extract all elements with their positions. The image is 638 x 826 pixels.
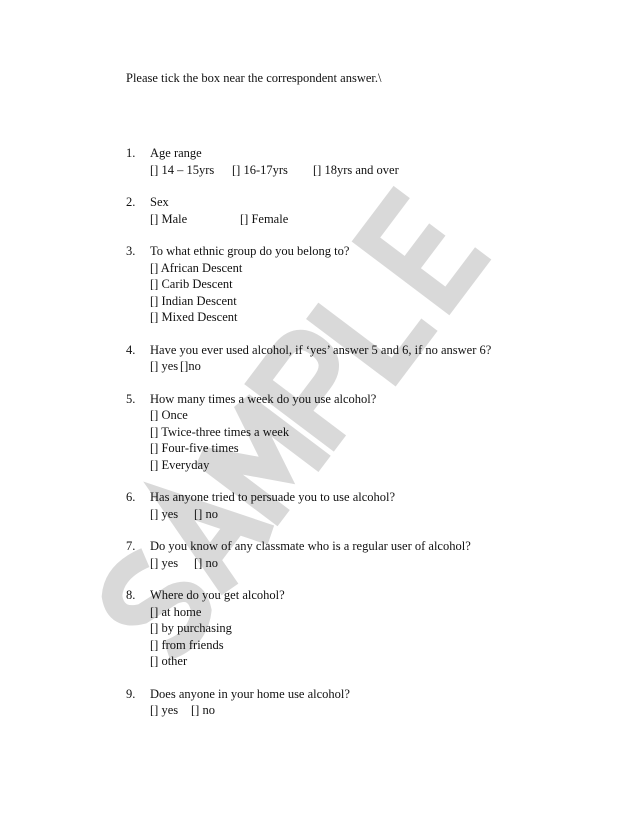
- question-number: 3.: [126, 244, 136, 258]
- answer-option-checkbox[interactable]: [] 16-17yrs: [232, 162, 288, 177]
- question-text: Have you ever used alcohol, if ‘yes’ answer 5 and 6, if no answer 6?: [150, 342, 492, 357]
- answer-option-checkbox[interactable]: [] other: [150, 654, 188, 668]
- answer-option-checkbox[interactable]: [] no: [194, 506, 218, 521]
- answer-option-checkbox[interactable]: [] Carib Descent: [150, 277, 233, 291]
- answer-option-checkbox[interactable]: [] Female: [240, 211, 289, 226]
- answer-option-checkbox[interactable]: [] Indian Descent: [150, 293, 237, 308]
- answer-option-checkbox[interactable]: [] from friends: [150, 637, 224, 652]
- answer-option-checkbox[interactable]: [] yes: [150, 359, 179, 373]
- answer-option-checkbox[interactable]: [] Everyday: [150, 457, 210, 472]
- answer-option-checkbox[interactable]: []no: [180, 359, 201, 373]
- answer-option-checkbox[interactable]: [] African Descent: [150, 260, 243, 275]
- question-number: 2.: [126, 195, 136, 209]
- answer-option-checkbox[interactable]: [] no: [194, 555, 218, 570]
- question-number: 1.: [126, 146, 136, 160]
- question-text: Has anyone tried to persuade you to use alcohol?: [150, 490, 396, 504]
- answer-option-checkbox[interactable]: [] yes: [150, 555, 179, 570]
- answer-option-checkbox[interactable]: [] 18yrs and over: [313, 162, 399, 177]
- question-3: [126, 243, 566, 326]
- question-4: [126, 342, 566, 375]
- question-5: [126, 391, 566, 474]
- answer-option-checkbox[interactable]: [] no: [191, 703, 215, 717]
- question-text: Do you know of any classmate who is a regular user of alcohol?: [150, 539, 471, 553]
- question-8: [126, 587, 566, 670]
- question-number: 5.: [126, 391, 136, 406]
- question-text: Sex: [150, 195, 169, 209]
- question-text: Does anyone in your home use alcohol?: [150, 686, 350, 701]
- question-text: To what ethnic group do you belong to?: [150, 244, 350, 258]
- instructions: Please tick the box near the correspondent answer.\: [126, 71, 382, 85]
- question-2: [126, 194, 566, 227]
- answer-option-checkbox[interactable]: [] by purchasing: [150, 621, 232, 635]
- question-number: 9.: [126, 686, 136, 701]
- answer-option-checkbox[interactable]: [] 14 – 15yrs: [150, 162, 215, 177]
- answer-option-checkbox[interactable]: [] Twice-three times a week: [150, 424, 290, 439]
- answer-option-checkbox[interactable]: [] Male: [150, 211, 188, 226]
- question-number: 4.: [126, 342, 136, 357]
- question-7: [126, 538, 566, 571]
- answer-option-checkbox[interactable]: [] Once: [150, 408, 188, 422]
- question-1: [126, 145, 566, 178]
- answer-option-checkbox[interactable]: [] yes: [150, 703, 179, 717]
- questionnaire: [126, 145, 566, 735]
- question-6: [126, 489, 566, 522]
- question-number: 6.: [126, 490, 136, 504]
- answer-option-checkbox[interactable]: [] yes: [150, 506, 179, 521]
- question-number: 7.: [126, 539, 136, 553]
- question-text: Age range: [150, 146, 202, 160]
- question-text: Where do you get alcohol?: [150, 588, 285, 602]
- question-text: How many times a week do you use alcohol?: [150, 391, 377, 406]
- answer-option-checkbox[interactable]: [] at home: [150, 604, 202, 619]
- answer-option-checkbox[interactable]: [] Four-five times: [150, 441, 239, 455]
- answer-option-checkbox[interactable]: [] Mixed Descent: [150, 310, 238, 324]
- question-9: [126, 686, 566, 719]
- question-number: 8.: [126, 588, 136, 602]
